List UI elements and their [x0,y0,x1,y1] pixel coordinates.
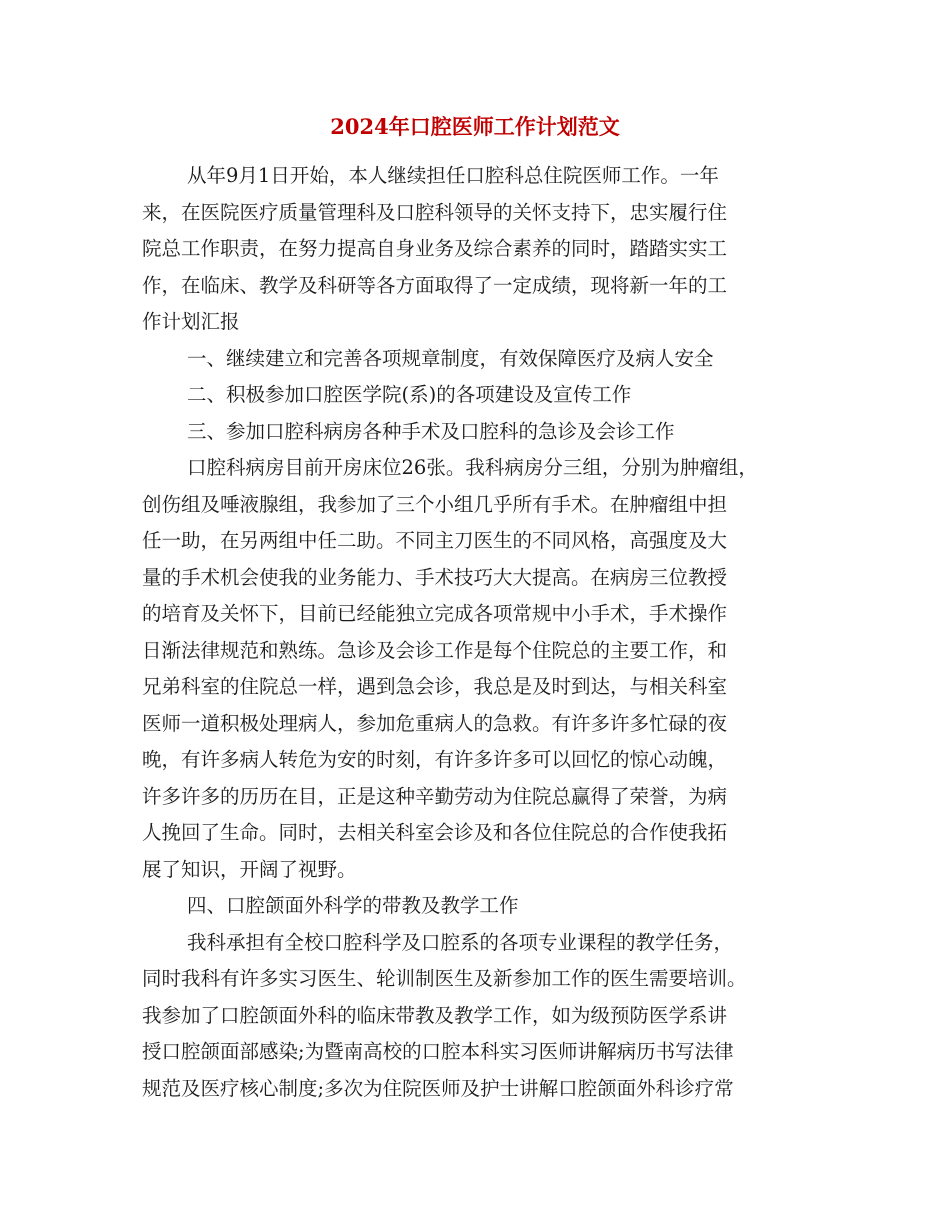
text-line: 二、积极参加口腔医学院(系)的各项建设及宣传工作 [187,383,632,406]
text-line: 人挽回了生命。同时，去相关科室会诊及和各位住院总的合作使我拓 [142,821,728,844]
text-line: 院总工作职责，在努力提高自身业务及综合素养的同时，踏踏实实工 [142,237,728,260]
text-line: 创伤组及唾液腺组，我参加了三个小组几乎所有手术。在肿瘤组中担 [142,492,728,516]
text-line: 来，在医院医疗质量管理科及口腔科领导的关怀支持下，忠实履行住 [142,200,728,224]
text-line: 兄弟科室的住院总一样，遇到急会诊，我总是及时到达，与相关科室 [142,675,728,698]
text-line: 四、口腔颌面外科学的带教及教学工作 [187,894,519,917]
document-body [142,158,807,1107]
text-line: 作计划汇报 [142,310,240,333]
text-line: 同时我科有许多实习医生、轮训制医生及新参加工作的医生需要培训。 [142,967,747,990]
text-line: 晚，有许多病人转危为安的时刻，有许多许多可以回忆的惊心动魄， [142,748,728,771]
text-line: 规范及医疗核心制度;多次为住院医师及护士讲解口腔颌面外科诊疗常 [142,1076,734,1100]
text-line: 展了知识，开阔了视野。 [142,857,357,881]
text-line: 口腔科病房目前开房床位26张。我科病房分三组，分别为肿瘤组， [187,456,758,479]
text-line: 许多许多的历历在目，正是这种辛勤劳动为住院总赢得了荣誉，为病 [142,784,728,808]
text-line: 任一助，在另两组中任二助。不同主刀医生的不同风格，高强度及大 [142,529,728,552]
text-line: 的培育及关怀下，目前已经能独立完成各项常规中小手术，手术操作 [142,602,728,625]
text-line: 医师一道积极处理病人，参加危重病人的急救。有许多许多忙碌的夜 [142,711,728,735]
text-line: 我参加了口腔颌面外科的临床带教及教学工作，如为级预防医学系讲 [142,1003,728,1027]
document-title: 2024年口腔医师工作计划范文 [330,114,620,139]
text-line: 从年9月1日开始，本人继续担任口腔科总住院医师工作。一年 [187,164,719,187]
text-line: 三、参加口腔科病房各种手术及口腔科的急诊及会诊工作 [187,419,675,443]
text-line: 作，在临床、教学及科研等各方面取得了一定成绩，现将新一年的工 [142,273,728,297]
text-line: 授口腔颌面部感染;为暨南高校的口腔本科实习医师讲解病历书写法律 [142,1040,734,1063]
text-line: 量的手术机会使我的业务能力、手术技巧大大提高。在病房三位教授 [142,565,728,589]
text-line: 我科承担有全校口腔科学及口腔系的各项专业课程的教学任务， [187,930,734,954]
text-line: 一、继续建立和完善各项规章制度，有效保障医疗及病人安全 [187,346,714,370]
text-line: 日渐法律规范和熟练。急诊及会诊工作是每个住院总的主要工作，和 [142,638,728,662]
